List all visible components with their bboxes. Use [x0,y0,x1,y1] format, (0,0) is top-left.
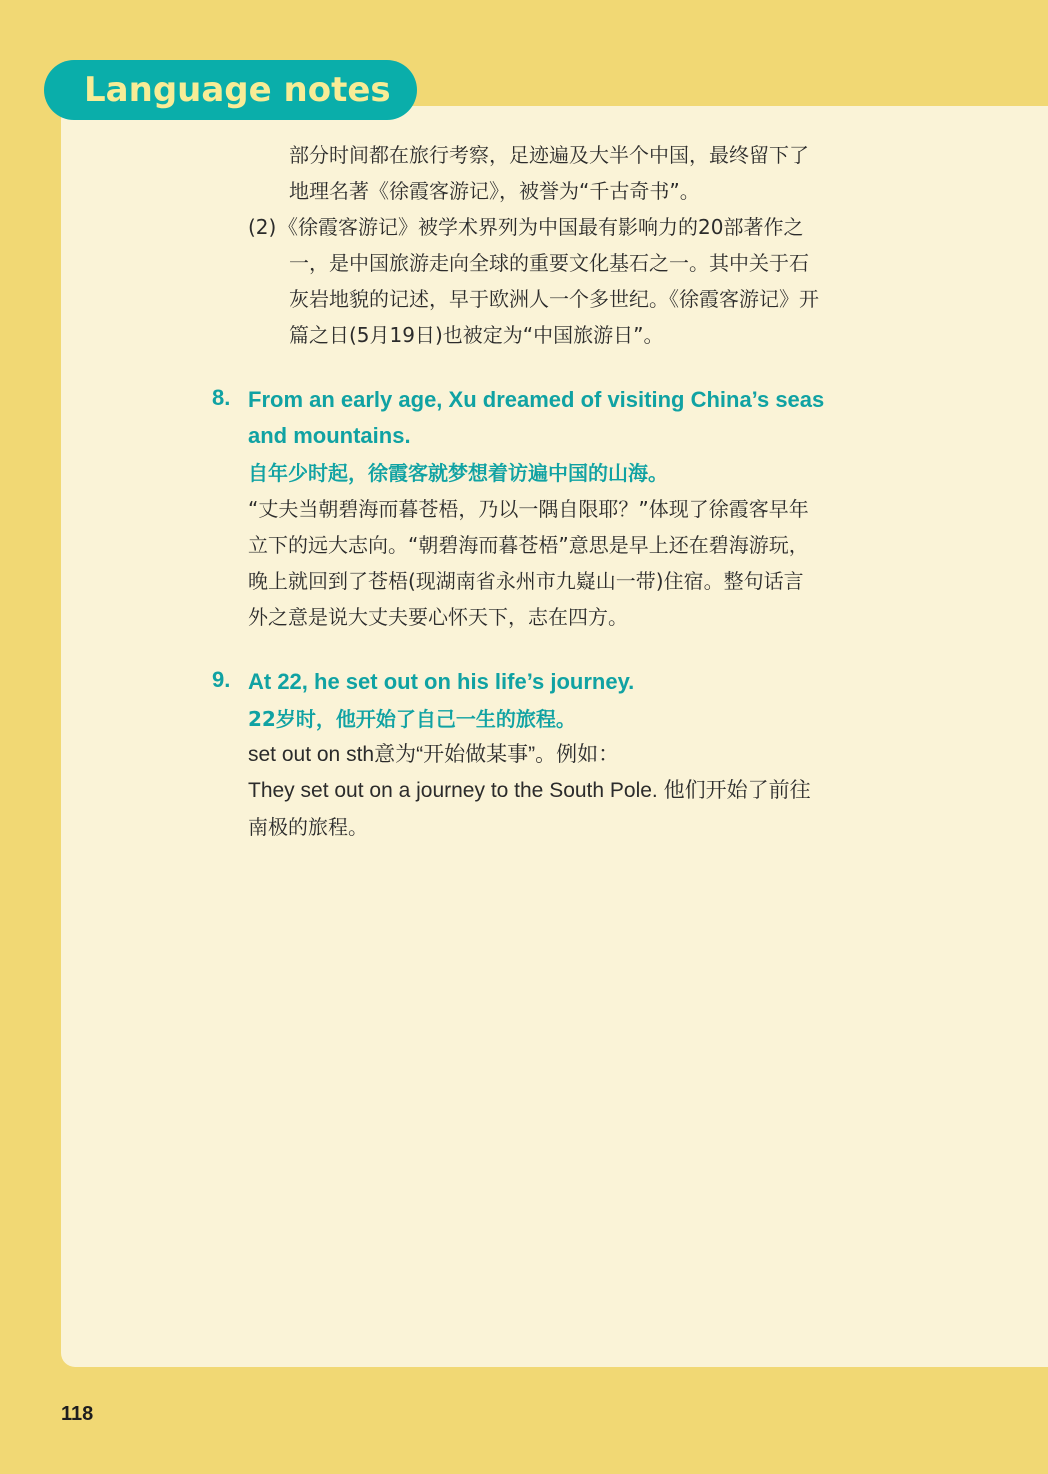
note-8-english: From an early age, Xu dreamed of visiting China’s seas [248,387,825,412]
item-2-line: 一，是中国旅游走向全球的重要文化基石之一。其中关于石 [289,251,809,275]
section-title: Language notes [84,70,391,110]
note-9-english: At 22, he set out on his life’s journey. [248,669,635,694]
note-9-example-line: They set out on a journey to the South Pole. 他们开始了前往 [248,779,811,802]
note-9-example-line: 南极的旅程。 [248,815,368,839]
item-2-line: 《徐霞客游记》被学术界列为中国最有影响力的20部著作之 [278,215,804,239]
item-2-marker: (2) [248,215,277,239]
section-header [44,60,417,120]
note-7-line: 部分时间都在旅行考察，足迹遍及大半个中国，最终留下了 [289,143,809,167]
item-2-line: 灰岩地貌的记述，早于欧洲人一个多世纪。《徐霞客游记》开 [289,287,819,311]
page-number: 118 [61,1403,94,1425]
note-8-explanation-line: 晚上就回到了苍梧(现湖南省永州市九嶷山一带)住宿。整句话言 [248,569,804,593]
item-2-line: 篇之日(5月19日)也被定为“中国旅游日”。 [289,323,664,347]
note-8-explanation-line: 立下的远大志向。“朝碧海而暮苍梧”意思是早上还在碧海游玩， [248,533,809,557]
note-8-english: and mountains. [248,423,411,448]
note-9-number: 9. [212,667,231,692]
note-7-line: 地理名著《徐霞客游记》，被誉为“千古奇书”。 [289,179,700,203]
note-8-explanation-line: “丈夫当朝碧海而暮苍梧，乃以一隅自限耶？”体现了徐霞客早年 [248,497,809,521]
note-8-translation: 自年少时起，徐霞客就梦想着访遍中国的山海。 [248,461,668,485]
note-8-explanation-line: 外之意是说大丈夫要心怀天下，志在四方。 [248,605,628,629]
note-8-number: 8. [212,385,231,410]
note-9-explanation: set out on sth意为“开始做某事”。例如： [248,743,620,766]
note-9-translation: 22岁时，他开始了自己一生的旅程。 [248,707,576,731]
